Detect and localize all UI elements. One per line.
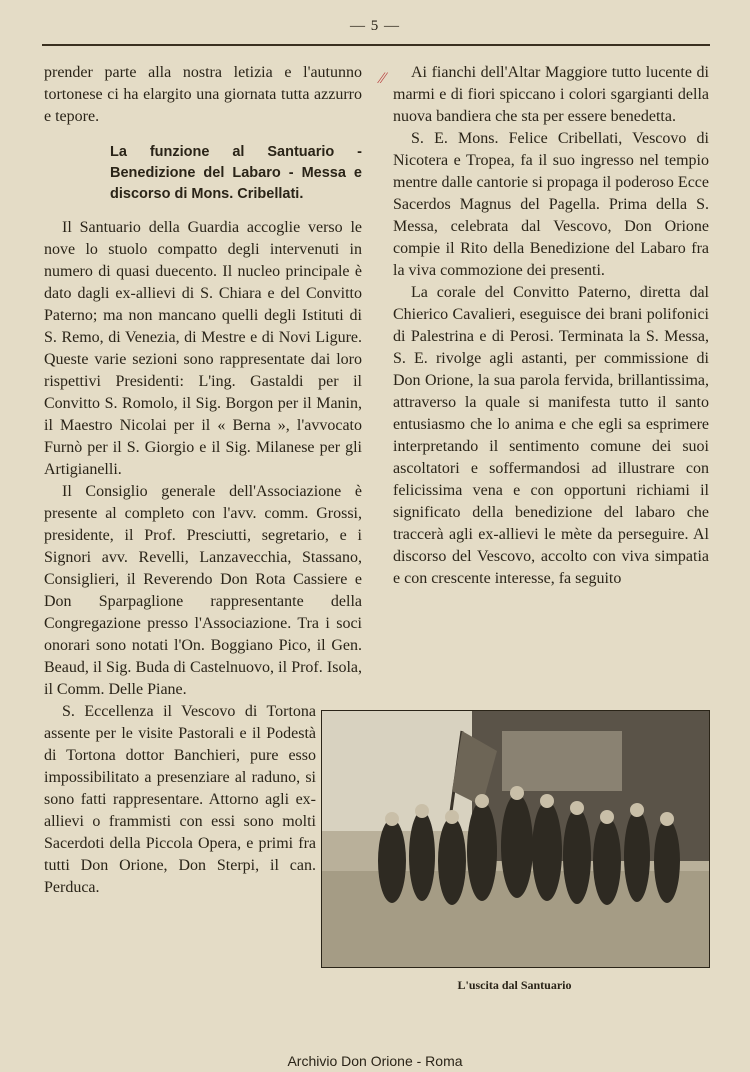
right-column [393, 62, 709, 590]
right-paragraph-3: La corale del Convitto Paterno, diretta dal Chierico Cavalieri, eseguisce dei brani polifonici di Palestrina e di Perosi. Terminata la S. Messa, S. E. rivolge agli astanti, per commissione di Don Orione, la sua parola fervida, brillantissima, attraverso la quale si manifesta tutto il santo entusiasmo che lo anima e che egli sa esprimere interpretando il sentimento comune dei suoi ascoltatori e soffermandosi ad illustrare con felicissima vena e con opportuni richiami il significato della benedizione del labaro che traccerà agli ex-allievi le mète da perseguire. Al discorso del Vescovo, accolto con viva simpatia e con crescente interesse, fa seguito [393, 284, 709, 587]
right-paragraph-2: S. E. Mons. Felice Cribellati, Vescovo di Nicotera e Tropea, fa il suo ingresso nel tempio mentre dalle cantorie si propaga il poderoso Ecce Sacerdos Magnus del Pagella. Prima della S. Messa, celebrata dal Vescovo, Don Orione compie il Rito della Benedizione del Labaro fra la viva commozione dei presenti. [393, 130, 709, 279]
left-column [44, 62, 362, 899]
photo-caption: L'uscita dal Santuario [457, 978, 572, 992]
right-paragraph-1: Ai fianchi dell'Altar Maggiore tutto lucente di marmi e di fiori spiccano i colori sgargianti della nuova bandiera che sta per essere benedetta. [393, 64, 709, 125]
santuario-photo [321, 710, 710, 968]
left-intro: prender parte alla nostra letizia e l'autunno tortonese ci ha elargito una giornata tutta azzurro e tepore. [44, 64, 362, 125]
header-rule [42, 44, 710, 46]
page-number: — 5 — [350, 18, 400, 34]
archive-credit: Archivio Don Orione - Roma [287, 1053, 463, 1069]
left-paragraph-2: Il Consiglio generale dell'Associazione è presente al completo con l'avv. comm. Grossi, presidente, il Prof. Presciutti, segretario, e i Signori avv. Revelli, Lanzavecchia, Stassano, Consiglieri, il Reverendo Don Rota Cassiere e Don Sparpaglione rappresentante della Congregazione presso l'Associazione. Tra i soci onorari sono notati l'On. Boggiano Pico, il Gen. Beaud, il Sig. Buda di Castelnuovo, il Prof. Isola, il Comm. Delle Piane. [44, 483, 362, 698]
section-subhead: La funzione al Santuario - Benedizione del Labaro - Messa e discorso di Mons. Cribellati. [110, 144, 362, 202]
pen-mark: ⁄⁄ [380, 70, 386, 87]
left-paragraph-1: Il Santuario della Guardia accoglie verso le nove lo stuolo compatto degli intervenuti in numero di quasi duecento. Il nucleo principale è dato dagli ex-allievi di S. Chiara e del Convitto Paterno; ma non mancano quelli degli Istituti di S. Remo, di Venezia, di Mestre e di Novi Ligure. Queste varie sezioni sono rappresentate dai loro rispettivi Presidenti: L'ing. Gastaldi per il Convitto S. Romolo, il Sig. Borgon per il Manin, il Maestro Nicolai per il « Berna », l'avvocato Furnò per il S. Giorgio e il Sig. Milanese per gli Artigianelli. [44, 219, 362, 478]
photo-illustration [322, 711, 709, 967]
left-paragraph-3: S. Eccellenza il Vescovo di Tortona assente per le visite Pastorali e il Podestà di Tortona dottor Banchieri, pure esso impossibilitato a presenziare al raduno, si sono fatti rappresentare. Attorno agli ex-allievi o frammisti con essi sono molti Sacerdoti della Piccola Opera, e primi fra tutti Don Orione, Don Sterpi, il can. Perduca. [44, 703, 316, 896]
